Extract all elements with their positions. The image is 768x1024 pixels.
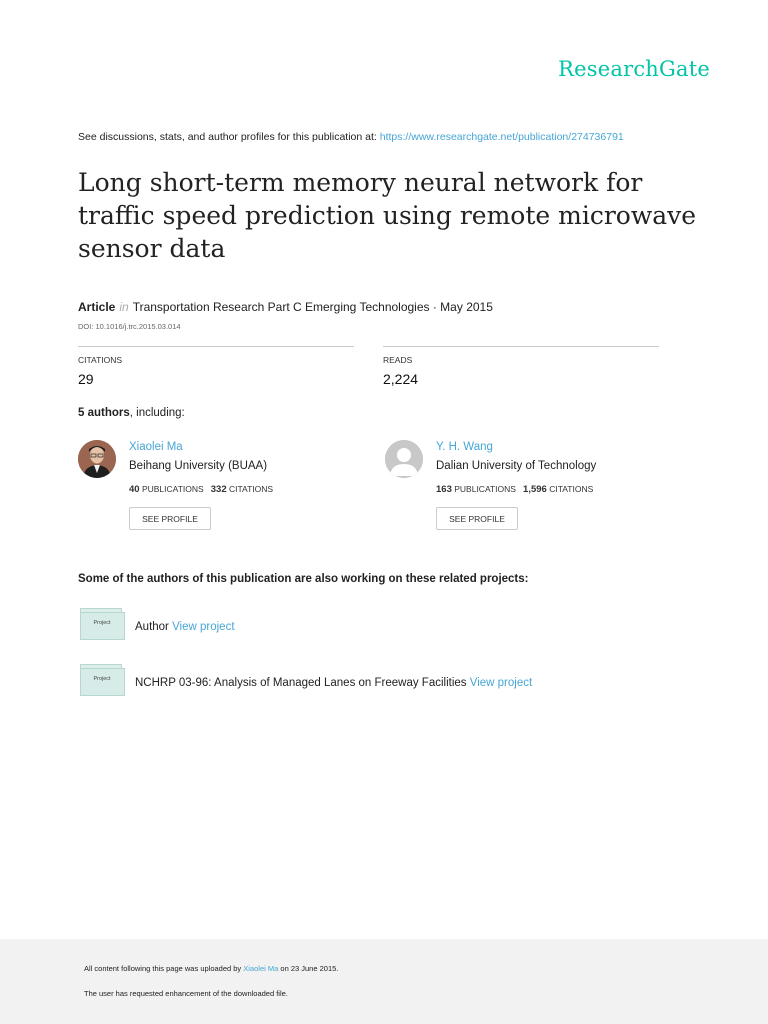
reads-value: 2,224 bbox=[383, 371, 419, 387]
publications-count: 163 bbox=[436, 484, 452, 495]
upload-suffix: on 23 June 2015. bbox=[278, 964, 339, 973]
citations-stat bbox=[78, 346, 354, 387]
discussion-text: See discussions, stats, and author profiles for this publication at: bbox=[78, 131, 380, 143]
author-citations-label: CITATIONS bbox=[549, 484, 594, 494]
project-text bbox=[135, 621, 235, 633]
view-project-link[interactable]: View project bbox=[172, 621, 235, 633]
project-folder-icon bbox=[80, 664, 124, 697]
see-profile-button[interactable]: SEE PROFILE bbox=[436, 507, 518, 530]
avatar[interactable] bbox=[385, 440, 423, 478]
author-institution: Beihang University (BUAA) bbox=[129, 460, 268, 472]
journal-venue: Transportation Research Part C Emerging Technologies · May 2015 bbox=[132, 300, 493, 314]
publication-link[interactable]: https://www.researchgate.net/publication/274736791 bbox=[379, 131, 624, 143]
project-icon-label: Project bbox=[93, 620, 111, 626]
citations-label: CITATIONS bbox=[78, 355, 123, 365]
project-name: Author bbox=[135, 621, 173, 633]
author-citations-count: 332 bbox=[210, 484, 227, 495]
reads-stat bbox=[383, 346, 659, 387]
project-folder-icon bbox=[80, 608, 124, 641]
upload-prefix: All content following this page was uploaded by bbox=[84, 964, 244, 973]
project-icon-label: Project bbox=[93, 676, 111, 682]
paper-meta bbox=[78, 300, 493, 314]
author-citations-count: 1,596 bbox=[523, 484, 547, 495]
researchgate-logo[interactable]: ResearchGate bbox=[558, 57, 710, 81]
paper-title: Long short-term memory neural network for traffic speed prediction using remote microwave sensor data bbox=[78, 168, 697, 263]
author-name[interactable]: Xiaolei Ma bbox=[129, 441, 183, 453]
publications-label: PUBLICATIONS bbox=[454, 484, 516, 494]
article-type: Article bbox=[78, 300, 116, 314]
avatar[interactable] bbox=[78, 440, 116, 478]
related-projects-heading: Some of the authors of this publication are also working on these related projects: bbox=[78, 573, 529, 585]
author-stats bbox=[129, 484, 273, 495]
author-name[interactable]: Y. H. Wang bbox=[436, 441, 493, 453]
view-project-link[interactable]: View project bbox=[469, 677, 533, 689]
author-photo-icon bbox=[78, 440, 116, 478]
doi: DOI: 10.1016/j.trc.2015.03.014 bbox=[78, 322, 181, 331]
project-name: NCHRP 03-96: Analysis of Managed Lanes on Freeway Facilities bbox=[135, 677, 470, 689]
authors-suffix: , including: bbox=[129, 407, 185, 419]
author-citations-label: CITATIONS bbox=[229, 484, 274, 494]
project-text bbox=[135, 677, 532, 689]
see-profile-button[interactable]: SEE PROFILE bbox=[129, 507, 211, 530]
publications-label: PUBLICATIONS bbox=[141, 484, 204, 494]
authors-count: 5 authors bbox=[78, 407, 130, 419]
upload-note bbox=[84, 964, 338, 973]
authors-heading bbox=[78, 407, 185, 419]
enhancement-note: The user has requested enhancement of the downloaded file. bbox=[84, 989, 288, 998]
uploader-link[interactable]: Xiaolei Ma bbox=[243, 964, 279, 973]
discussion-line bbox=[78, 131, 624, 143]
in-word: in bbox=[119, 300, 129, 314]
publications-count: 40 bbox=[129, 484, 140, 495]
author-stats bbox=[436, 484, 593, 495]
footer bbox=[0, 939, 768, 1024]
citations-value: 29 bbox=[78, 371, 94, 387]
default-user-icon bbox=[385, 440, 423, 478]
reads-label: READS bbox=[383, 355, 413, 365]
author-institution: Dalian University of Technology bbox=[436, 460, 597, 472]
